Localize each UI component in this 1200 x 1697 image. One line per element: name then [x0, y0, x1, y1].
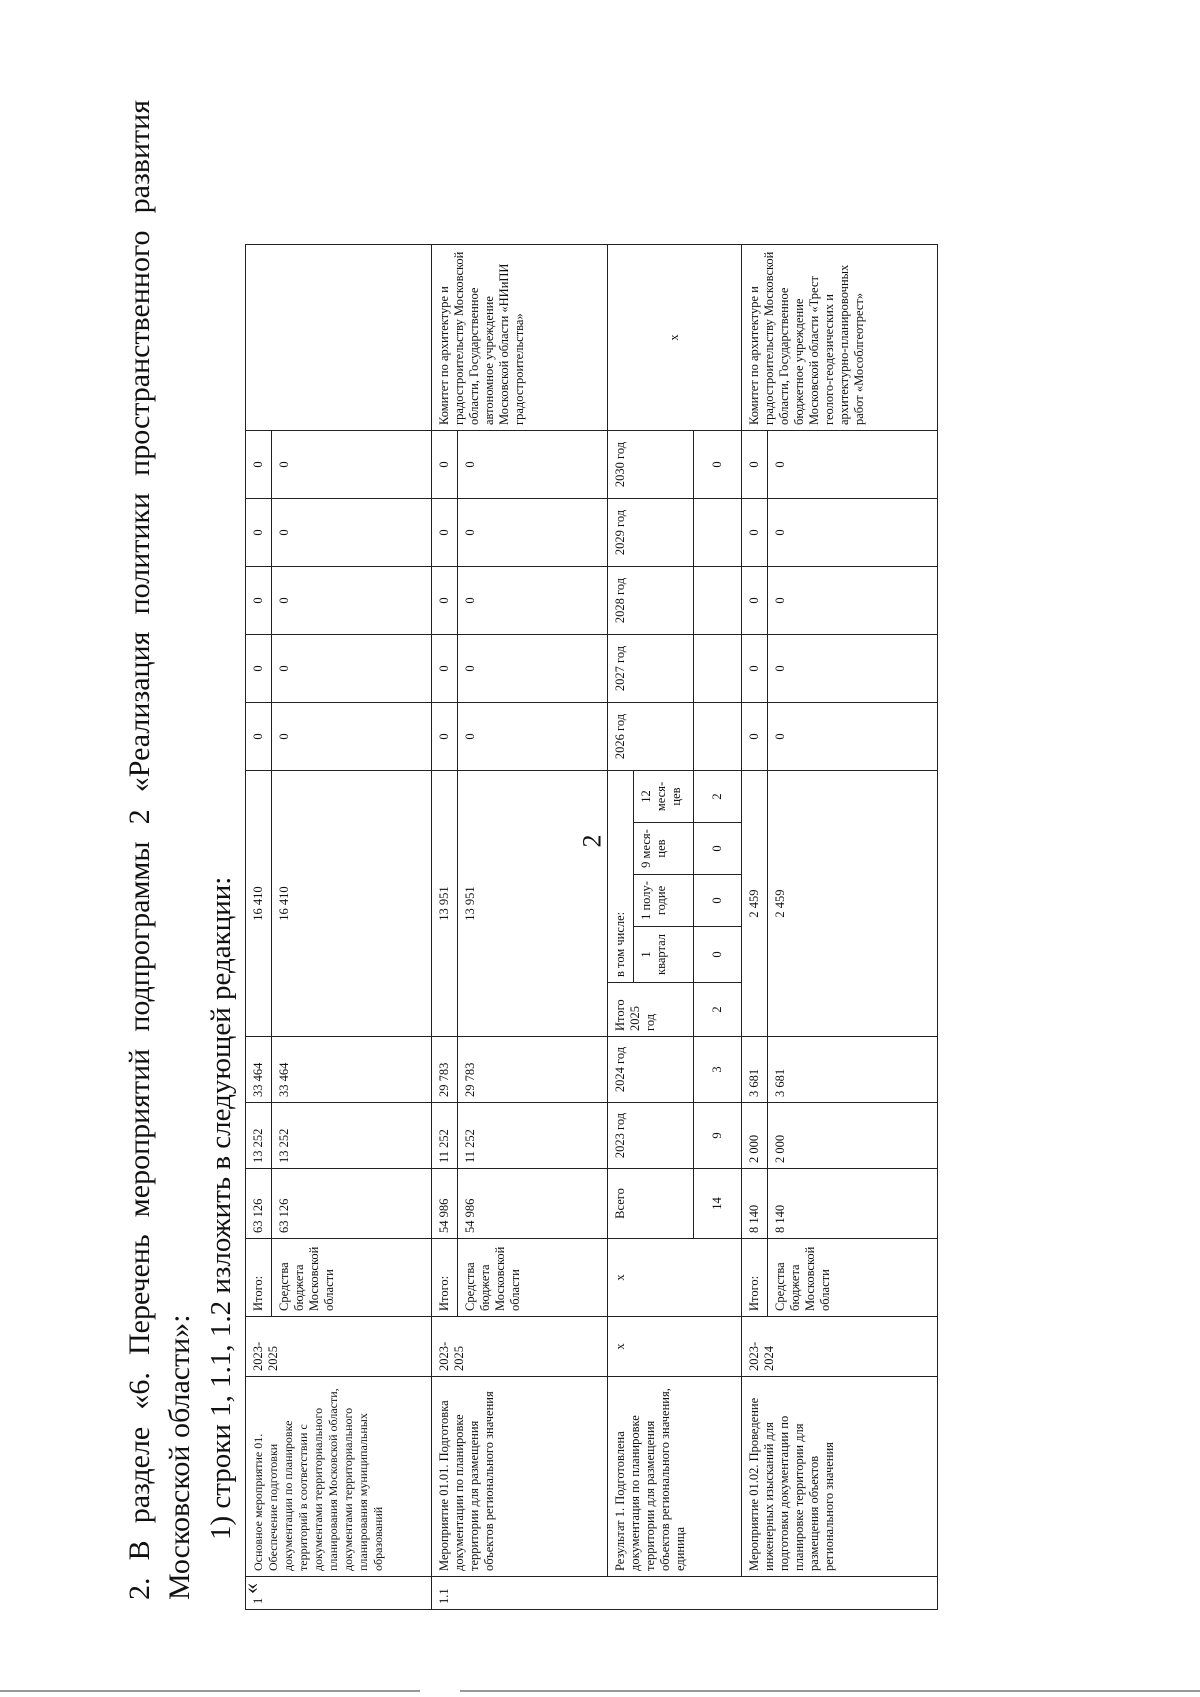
row-number: 1.1	[432, 1577, 938, 1610]
source-budget: Средства бюджета Московской области	[272, 1239, 432, 1317]
result-2026	[694, 703, 742, 771]
value-2027: 0	[742, 635, 768, 703]
source-total: Итого:	[432, 1239, 458, 1317]
value-total: 54 986	[432, 1169, 458, 1239]
header-2027: 2027 год	[608, 635, 694, 703]
value-2025: 16 410	[272, 771, 432, 1037]
value-2029: 0	[458, 499, 608, 567]
value-2028: 0	[246, 567, 272, 635]
value-2028: 0	[432, 567, 458, 635]
measure-name: Мероприятие 01.02. Проведение инженерных изысканий для подготовки документации по планировке территории для размещения объектов регионального значения	[742, 1377, 938, 1577]
result-executor: x	[608, 245, 742, 431]
header-m12: 12 меся-цев	[634, 771, 694, 823]
header-m9: 9 меся-цев	[634, 823, 694, 875]
result-total: 14	[694, 1169, 742, 1239]
value-2023: 13 252	[246, 1103, 272, 1169]
value-2027: 0	[272, 635, 432, 703]
value-2025: 13 951	[458, 771, 608, 1037]
opening-quote: «	[238, 1583, 263, 1594]
value-2023: 2 000	[742, 1103, 768, 1169]
value-2028: 0	[742, 567, 768, 635]
value-2027: 0	[458, 635, 608, 703]
value-2024: 33 464	[272, 1037, 432, 1103]
header-total: Всего	[608, 1169, 694, 1239]
value-2030: 0	[742, 431, 768, 499]
table-row	[742, 245, 768, 1610]
result-period: x	[608, 1317, 742, 1377]
result-q1: 0	[694, 927, 742, 983]
value-2026: 0	[742, 703, 768, 771]
value-2023: 2 000	[768, 1103, 938, 1169]
measure-name: Основное мероприятие 01. Обеспечение подготовки документации по планировке территорий в соответствии с документами территориального планирования Московской области, документами территориального планирования муниципальных образований	[246, 1377, 432, 1577]
value-2026: 0	[272, 703, 432, 771]
value-2027: 0	[768, 635, 938, 703]
executor: Комитет по архитектуре и градостроительству Московской области, Государственное бюджетное учреждение Московской области «Трест геолого-геодезических и архитектурно-планировочных работ «Мособлгеотрест»	[742, 245, 938, 431]
source-total: Итого:	[246, 1239, 272, 1317]
value-2024: 3 681	[742, 1037, 768, 1103]
header-h1: 1 полу-годие	[634, 875, 694, 927]
section-heading	[120, 100, 200, 1600]
heading-line-2: Московской области»:	[163, 1314, 196, 1600]
value-2025: 13 951	[432, 771, 458, 1037]
executor: Комитет по архитектуре и градостроительству Московской области, Государственное автономное учреждение Московской области «НИиПИ градостроительства»	[432, 245, 608, 431]
value-2026: 0	[432, 703, 458, 771]
value-2029: 0	[742, 499, 768, 567]
source-budget: Средства бюджета Московской области	[458, 1239, 608, 1317]
table-row	[432, 245, 458, 1610]
value-total: 63 126	[272, 1169, 432, 1239]
value-2027: 0	[432, 635, 458, 703]
value-total: 8 140	[768, 1169, 938, 1239]
value-2024: 29 783	[458, 1037, 608, 1103]
value-total: 8 140	[742, 1169, 768, 1239]
header-2029: 2029 год	[608, 499, 694, 567]
value-2023: 11 252	[432, 1103, 458, 1169]
value-total: 54 986	[458, 1169, 608, 1239]
value-2029: 0	[432, 499, 458, 567]
table-row	[246, 245, 272, 1610]
source-total: Итого:	[742, 1239, 768, 1317]
period: 2023-2025	[246, 1317, 432, 1377]
period: 2023-2024	[742, 1317, 938, 1377]
result-m9: 0	[694, 823, 742, 875]
result-2029	[694, 499, 742, 567]
value-2028: 0	[272, 567, 432, 635]
value-2026: 0	[768, 703, 938, 771]
result-2025: 2	[694, 983, 742, 1037]
executor-empty	[246, 245, 432, 431]
subheading: 1) строки 1, 1.1, 1.2 изложить в следующей редакции:	[205, 876, 237, 1540]
measures-table	[245, 244, 938, 1610]
header-q1: 1 квартал	[634, 927, 694, 983]
measure-name: Мероприятие 01.01. Подготовка документации по планировке территории для размещения объектов регионального значения	[432, 1377, 608, 1577]
result-2027	[694, 635, 742, 703]
value-2028: 0	[768, 567, 938, 635]
result-m12: 2	[694, 771, 742, 823]
value-2023: 11 252	[458, 1103, 608, 1169]
value-2029: 0	[272, 499, 432, 567]
value-2025: 16 410	[246, 771, 272, 1037]
value-2030: 0	[458, 431, 608, 499]
header-2030: 2030 год	[608, 431, 694, 499]
result-2028	[694, 567, 742, 635]
result-h1: 0	[694, 875, 742, 927]
result-source: x	[608, 1239, 742, 1317]
value-total: 63 126	[246, 1169, 272, 1239]
value-2027: 0	[246, 635, 272, 703]
value-2024: 29 783	[432, 1037, 458, 1103]
value-2029: 0	[768, 499, 938, 567]
value-2025: 2 459	[742, 771, 768, 1037]
table-row	[608, 245, 634, 1610]
value-2025: 2 459	[768, 771, 938, 1037]
value-2030: 0	[272, 431, 432, 499]
value-2029: 0	[246, 499, 272, 567]
page-number: 2	[577, 834, 607, 848]
value-2023: 13 252	[272, 1103, 432, 1169]
source-budget: Средства бюджета Московской области	[768, 1239, 938, 1317]
row-number: 1	[246, 1577, 432, 1610]
rotated-page	[20, 20, 1170, 1660]
header-itogo-2025: Итого 2025 год	[608, 983, 694, 1037]
scan-edge-line	[0, 1690, 420, 1692]
scan-edge-line	[460, 1690, 1200, 1692]
period: 2023-2025	[432, 1317, 608, 1377]
header-2023: 2023 год	[608, 1103, 694, 1169]
value-2026: 0	[246, 703, 272, 771]
result-2024: 3	[694, 1037, 742, 1103]
header-2024: 2024 год	[608, 1037, 694, 1103]
value-2028: 0	[458, 567, 608, 635]
value-2026: 0	[458, 703, 608, 771]
header-2028: 2028 год	[608, 567, 694, 635]
header-2026: 2026 год	[608, 703, 694, 771]
value-2030: 0	[768, 431, 938, 499]
value-2024: 33 464	[246, 1037, 272, 1103]
result-2023: 9	[694, 1103, 742, 1169]
value-2024: 3 681	[768, 1037, 938, 1103]
value-2030: 0	[246, 431, 272, 499]
heading-line-1: 2. В разделе «6. Перечень мероприятий подпрограммы 2 «Реализация политики пространственного развития	[123, 100, 156, 1600]
result-2030: 0	[694, 431, 742, 499]
header-including: в том числе:	[608, 771, 634, 983]
result-name: Результат 1. Подготовлена документация по планировке территории для размещения объектов регионального значения, единица	[608, 1377, 742, 1577]
value-2030: 0	[432, 431, 458, 499]
